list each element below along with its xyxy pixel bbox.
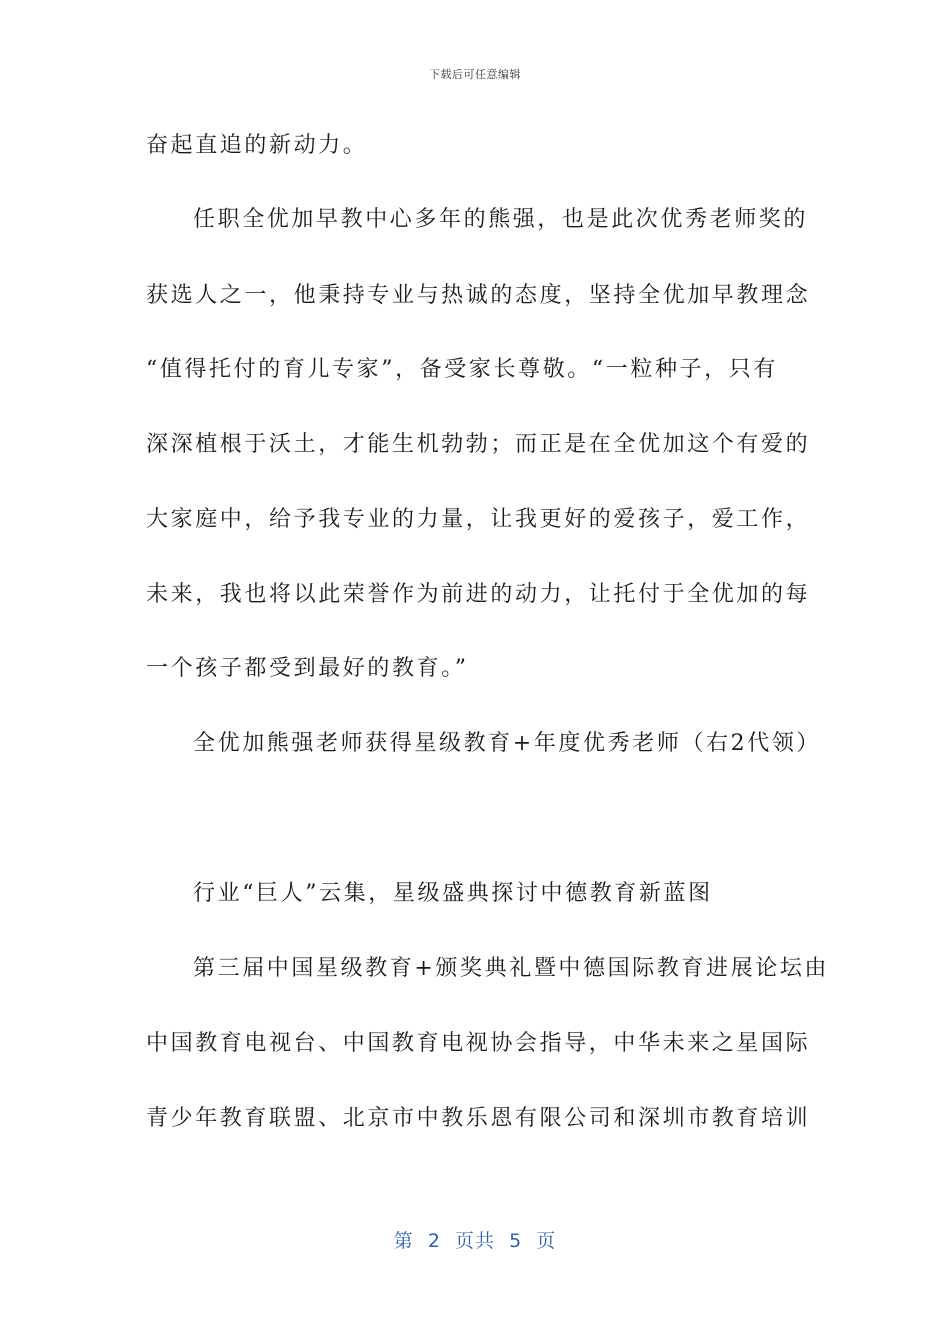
text-line: 获选人之一，他秉持专业与热诚的态度，坚持全优加早教理念 <box>146 283 811 308</box>
page-number-footer: 第 2 页共 5 页 <box>393 1230 557 1252</box>
section-heading: 行业“巨人”云集，星级盛典探讨中德教育新蓝图 <box>193 881 713 906</box>
photo-caption: 全优加熊强老师获得星级教育+年度优秀老师（右2代领） <box>193 731 822 756</box>
text-line: 第三届中国星级教育+颁奖典礼暨中德国际教育进展论坛由 <box>193 956 830 981</box>
header-note: 下载后可任意编辑 <box>429 68 521 81</box>
text-line: 深深植根于沃土，才能生机勃勃；而正是在全优加这个有爱的 <box>146 432 811 457</box>
text-line: 青少年教育联盟、北京市中教乐恩有限公司和深圳市教育培训 <box>146 1106 811 1131</box>
text-line: 大家庭中，给予我专业的力量，让我更好的爱孩子，爱工作， <box>146 507 811 532</box>
text-line: “值得托付的育儿专家”，备受家长尊敬。“一粒种子，只有 <box>146 357 778 382</box>
text-line: 一个孩子都受到最好的教育。” <box>146 656 469 681</box>
text-line: 奋起直追的新动力。 <box>146 133 368 158</box>
text-line: 中国教育电视台、中国教育电视协会指导，中华未来之星国际 <box>146 1031 811 1056</box>
text-line: 未来，我也将以此荣誉作为前进的动力，让托付于全优加的每 <box>146 582 811 607</box>
text-line: 任职全优加早教中心多年的熊强，也是此次优秀老师奖的 <box>193 207 809 232</box>
